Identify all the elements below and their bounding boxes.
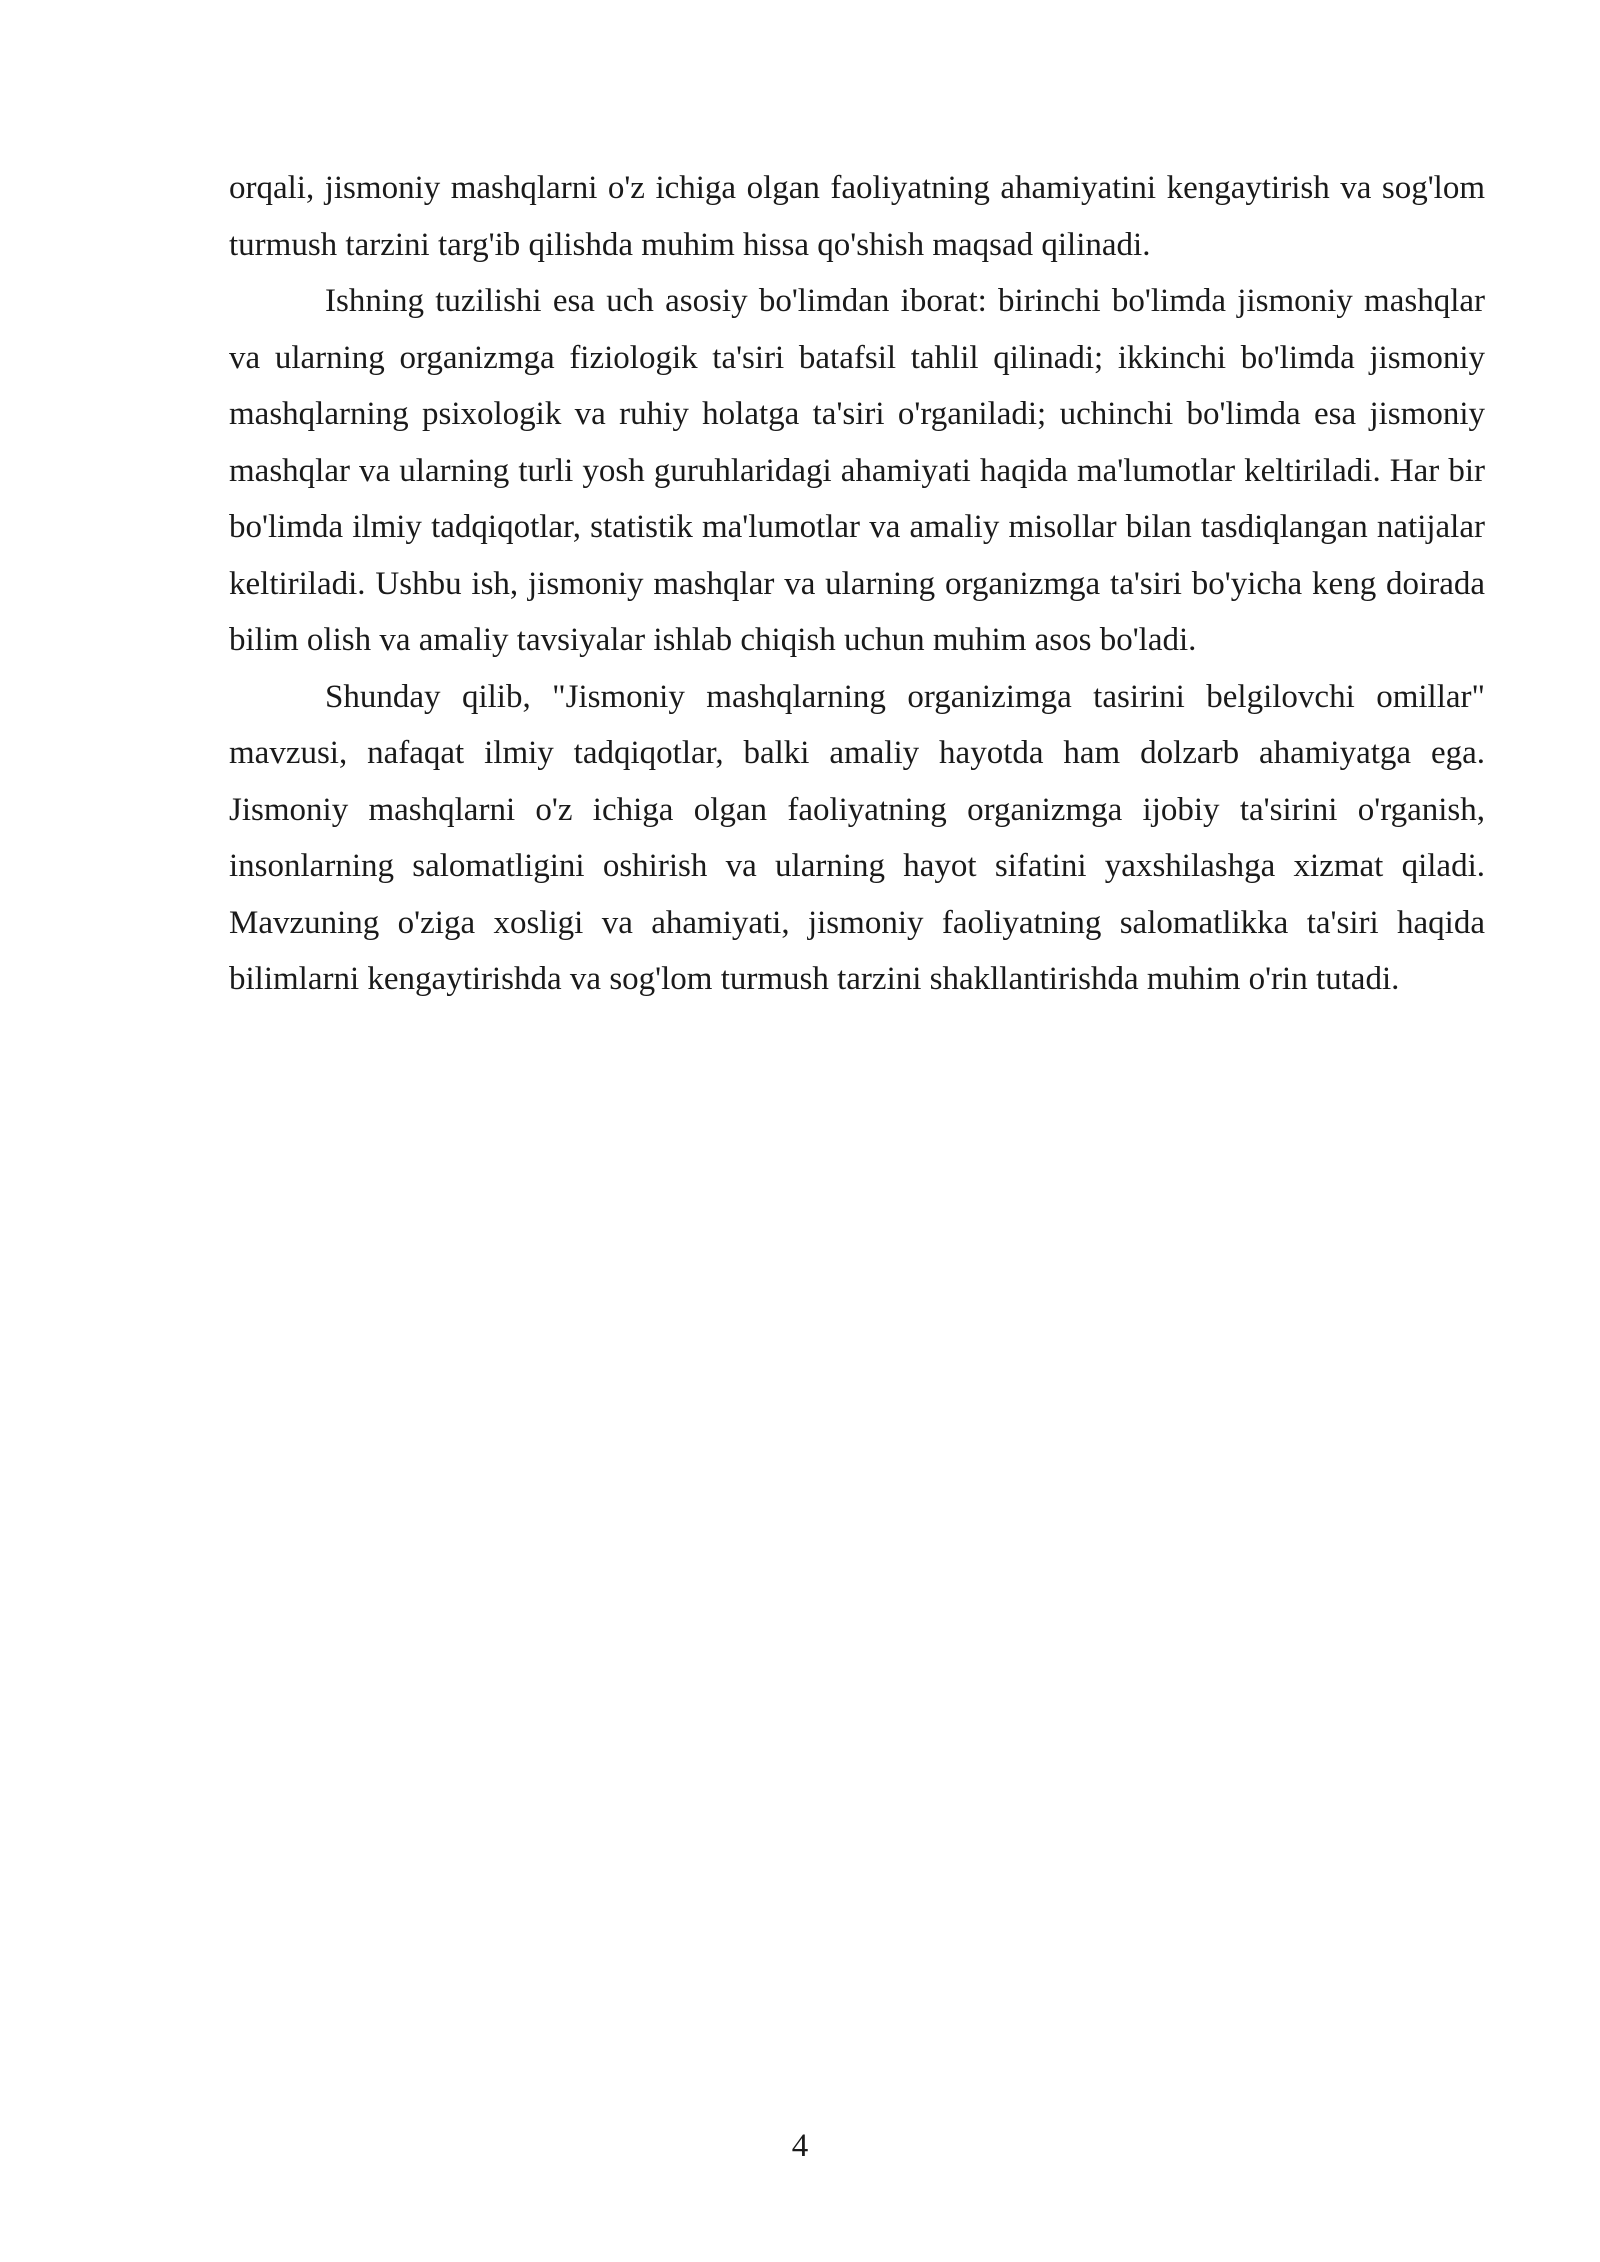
body-text <box>229 160 1485 1008</box>
paragraph-structure: Ishning tuzilishi esa uch asosiy bo'limdan iborat: birinchi bo'limda jismoniy mashqlar va ularning organizmga fiziologik ta'siri batafsil tahlil qilinadi; ikkinchi bo'limda jismoniy mashqlarning psixologik va ruhiy holatga ta'siri o'rganiladi; uchinchi bo'limda esa jismoniy mashqlar va ularning turli yosh guruhlaridagi ahamiyati haqida ma'lumotlar keltiriladi. Har bir bo'limda ilmiy tadqiqotlar, statistik ma'lumotlar va amaliy misollar bilan tasdiqlangan natijalar keltiriladi. Ushbu ish, jismoniy mashqlar va ularning organizmga ta'siri bo'yicha keng doirada bilim olish va amaliy tavsiyalar ishlab chiqish uchun muhim asos bo'ladi. <box>229 283 1485 658</box>
paragraph-conclusion: Shunday qilib, "Jismoniy mashqlarning organizimga tasirini belgilovchi omillar" mavzusi, nafaqat ilmiy tadqiqotlar, balki amaliy hayotda ham dolzarb ahamiyatga ega. Jismoniy mashqlarni o'z ichiga olgan faoliyatning organizmga ijobiy ta'sirini o'rganish, insonlarning salomatligini oshirish va ularning hayot sifatini yaxshilashga xizmat qiladi. Mavzuning o'ziga xosligi va ahamiyati, jismoniy faoliyatning salomatlikka ta'siri haqida bilimlarni kengaytirishda va sog'lom turmush tarzini shakllantirishda muhim o'rin tutadi. <box>229 678 1485 997</box>
page-number: 4 <box>791 2128 809 2164</box>
paragraph-continuation: orqali, jismoniy mashqlarni o'z ichiga olgan faoliyatning ahamiyatini kengaytirish va sog'lom turmush tarzini targ'ib qilishda muhim hissa qo'shish maqsad qilinadi. <box>229 170 1485 263</box>
